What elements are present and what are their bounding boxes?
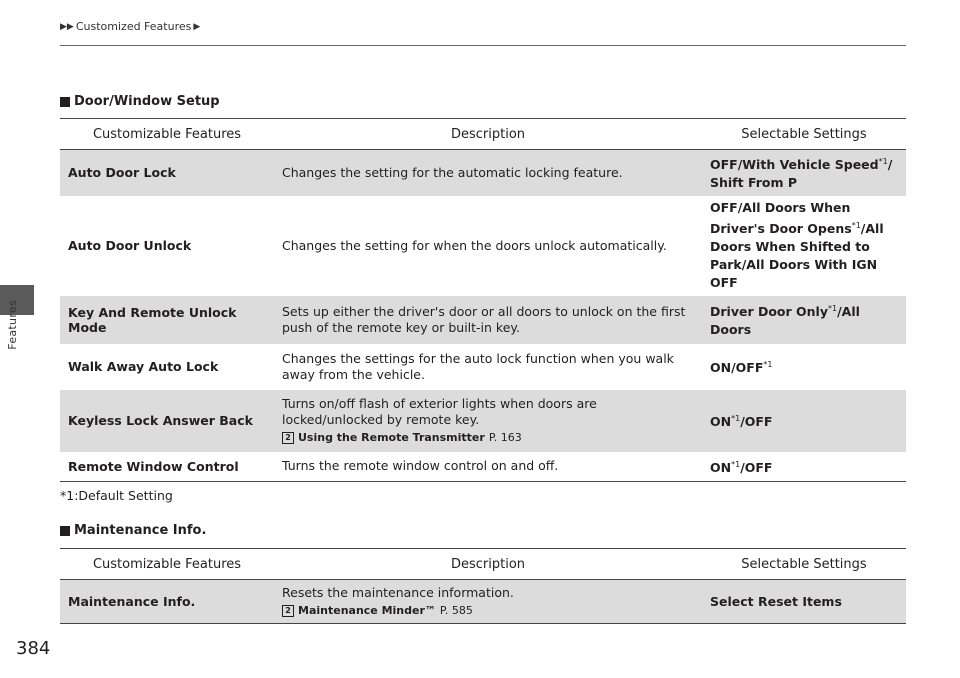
col-header-features: Customizable Features: [60, 549, 274, 580]
feature-description: Changes the setting for when the doors unlock automatically.: [282, 237, 667, 253]
feature-description: Turns on/off flash of exterior lights when doors are locked/unlocked by remote key. 2 Using the Remote Transmitter P. 163: [274, 390, 702, 452]
feature-settings: OFF/All Doors When Driver's Door Opens$^{*1}$/All Doors When Shifted to Park/All Doors With IGN OFF: [710, 199, 884, 291]
square-bullet-icon: [60, 526, 70, 536]
maintenance-title-text: Maintenance Info.: [74, 523, 207, 538]
col-header-settings: Selectable Settings: [702, 119, 906, 150]
reference-arrow-icon: 2: [282, 605, 294, 617]
feature-description: Changes the settings for the auto lock function when you walk away from the vehicle.: [282, 350, 674, 382]
door-window-title-text: Door/Window Setup: [74, 94, 220, 109]
feature-name: Remote Window Control: [60, 452, 274, 482]
feature-name: Auto Door Lock: [60, 150, 274, 196]
footnote: *1:Default Setting: [60, 488, 173, 503]
feature-description: Sets up either the driver's door or all doors to unlock on the first push of the remote key or built-in key.: [274, 296, 702, 344]
table-row: [60, 196, 906, 296]
breadcrumb-arrow-icon: ▶: [193, 21, 201, 32]
header-rule: [60, 45, 906, 46]
table-row: [60, 580, 906, 624]
door-window-table: [60, 118, 906, 482]
table-row: [60, 296, 906, 344]
breadcrumb-link[interactable]: Customized Features: [75, 20, 192, 33]
table-row: [60, 150, 906, 196]
maintenance-title: [60, 523, 206, 538]
col-header-features: Customizable Features: [60, 119, 274, 150]
breadcrumb: [60, 20, 200, 33]
cross-reference[interactable]: 2 Maintenance Minder™ P. 585: [282, 603, 694, 619]
breadcrumb-arrow-icon: ▶▶: [60, 21, 74, 32]
table-row: [60, 344, 906, 390]
feature-settings: Select Reset Items: [702, 580, 906, 624]
feature-settings: ON$^{*1}$/OFF: [702, 452, 906, 482]
feature-description: Resets the maintenance information. 2 Maintenance Minder™ P. 585: [274, 580, 702, 624]
table-row: [60, 452, 906, 482]
feature-name: Keyless Lock Answer Back: [60, 390, 274, 452]
maintenance-table: [60, 548, 906, 624]
page-number: 384: [16, 638, 51, 659]
cross-reference[interactable]: 2 Using the Remote Transmitter P. 163: [282, 430, 694, 446]
feature-description: Turns the remote window control on and off.: [274, 452, 702, 482]
square-bullet-icon: [60, 97, 70, 107]
feature-name: Maintenance Info.: [60, 580, 274, 624]
feature-settings: ON$^{*1}$/OFF: [702, 390, 906, 452]
col-header-settings: Selectable Settings: [702, 549, 906, 580]
feature-name: Key And Remote Unlock Mode: [60, 296, 274, 344]
feature-settings: OFF/With Vehicle Speed$^{*1}$/ Shift From P: [702, 150, 906, 196]
section-label: Features: [6, 300, 19, 350]
reference-arrow-icon: 2: [282, 432, 294, 444]
feature-settings: Driver Door Only$^{*1}$/All Doors: [702, 296, 906, 344]
feature-name: Walk Away Auto Lock: [68, 359, 219, 374]
col-header-description: Description: [274, 119, 702, 150]
door-window-title: [60, 94, 220, 109]
feature-description: Changes the setting for the automatic locking feature.: [274, 150, 702, 196]
col-header-description: Description: [274, 549, 702, 580]
feature-settings: ON/OFF$^{*1}$: [710, 359, 773, 376]
feature-name: Auto Door Unlock: [68, 238, 192, 253]
table-row: [60, 390, 906, 452]
